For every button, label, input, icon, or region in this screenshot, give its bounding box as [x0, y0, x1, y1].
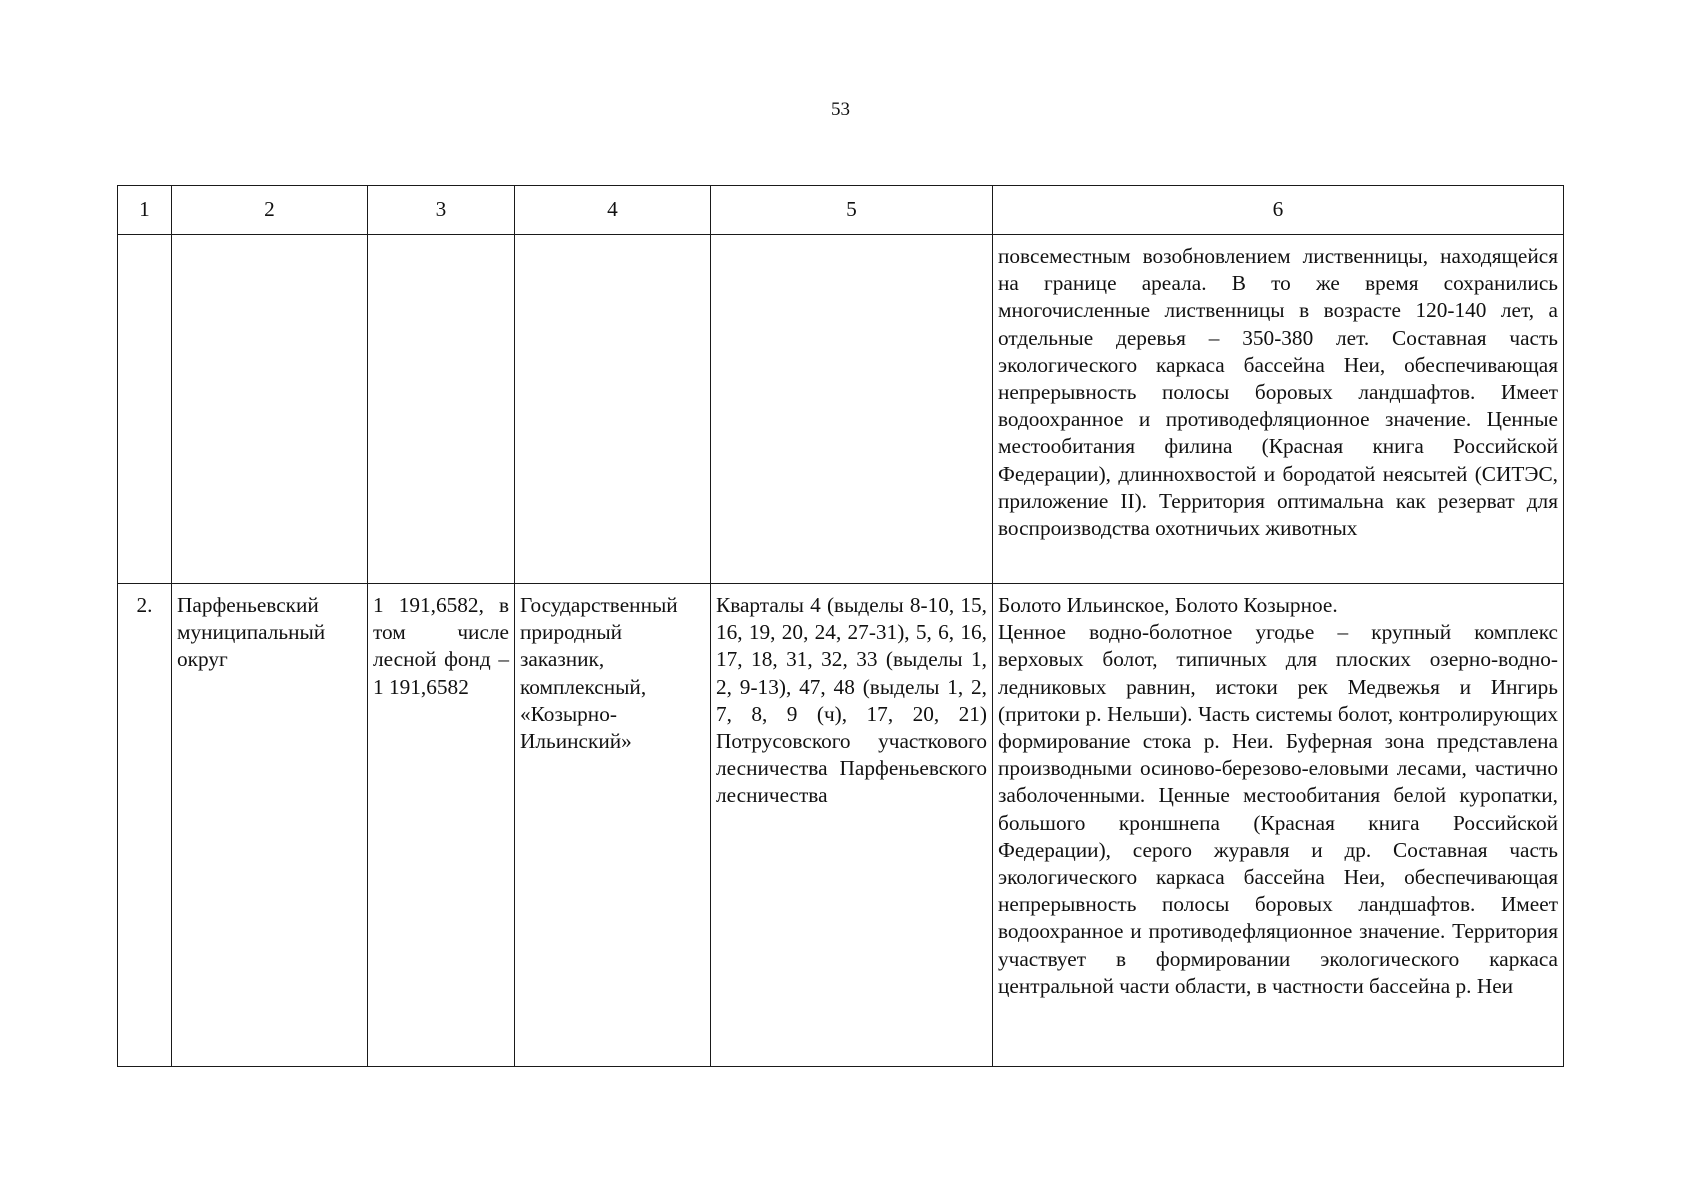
- column-number-2: 2: [172, 186, 368, 235]
- row-cont-col1: [118, 235, 172, 584]
- table-row-2: [118, 584, 1564, 1067]
- column-number-3: 3: [368, 186, 515, 235]
- row-cont-col4: [515, 235, 711, 584]
- column-number-6: 6: [993, 186, 1564, 235]
- table-row-continuation: [118, 235, 1564, 584]
- column-number-5: 5: [711, 186, 993, 235]
- row-2-location: Кварталы 4 (выделы 8-10, 15, 16, 19, 20, 24, 27-31), 5, 6, 16, 17, 18, 31, 32, 33 (выделы 1, 2, 9-13), 47, 48 (выделы 1, 2, 7, 8, 9 (ч), 17, 20, 21) Потрусовского участкового лесничества Парфеньевского лесничества: [711, 584, 993, 1067]
- row-2-municipality: Парфеньевский муниципальный округ: [172, 584, 368, 1067]
- document-table: [117, 185, 1564, 1067]
- row-2-description: [993, 584, 1564, 1067]
- row-2-category-name: Государственный природный заказник, комплексный, «Козырно-Ильинский»: [515, 584, 711, 1067]
- row-2-number: 2.: [118, 584, 172, 1067]
- column-number-4: 4: [515, 186, 711, 235]
- column-number-1: 1: [118, 186, 172, 235]
- row-2-description-first-line: Болото Ильинское, Болото Козырное.: [998, 593, 1338, 617]
- row-cont-col2: [172, 235, 368, 584]
- row-cont-col5: [711, 235, 993, 584]
- row-cont-col3: [368, 235, 515, 584]
- row-2-description-body: Ценное водно-болотное угодье – крупный комплекс верховых болот, типичных для плоских озерно-водно-ледниковых равнин, истоки рек Медвежья и Ингирь (притоки р. Нельши). Часть системы болот, контролирующих формирование стока р. Неи. Буферная зона представлена производными осиново-березово-еловыми лесами, частично заболоченными. Ценные местообитания белой куропатки, большого кроншнепа (Красная книга Российской Федерации), серого журавля и др. Составная часть экологического каркаса бассейна Неи, обеспечивающая непрерывность полосы боровых ландшафтов. Имеет водоохранное и противодефляционное значение. Территория участвует в формировании экологического каркаса центральной части области, в частности бассейна р. Неи: [998, 620, 1558, 998]
- page-number: 53: [831, 99, 850, 120]
- row-2-area: 1 191,6582, в том числе лесной фонд – 1 191,6582: [368, 584, 515, 1067]
- row-cont-description: повсеместным возобновлением лиственницы, находящейся на границе ареала. В то же время сохранились многочисленные лиственницы в возрасте 120-140 лет, а отдельные деревья – 350-380 лет. Составная часть экологического каркаса бассейна Неи, обеспечивающая непрерывность полосы боровых ландшафтов. Имеет водоохранное и противодефляционное значение. Ценные местообитания филина (Красная книга Российской Федерации), длиннохвостой и бородатой неясытей (СИТЭС, приложение II). Территория оптимальна как резерват для воспроизводства охотничьих животных: [993, 235, 1564, 584]
- table-header-row: [118, 186, 1564, 235]
